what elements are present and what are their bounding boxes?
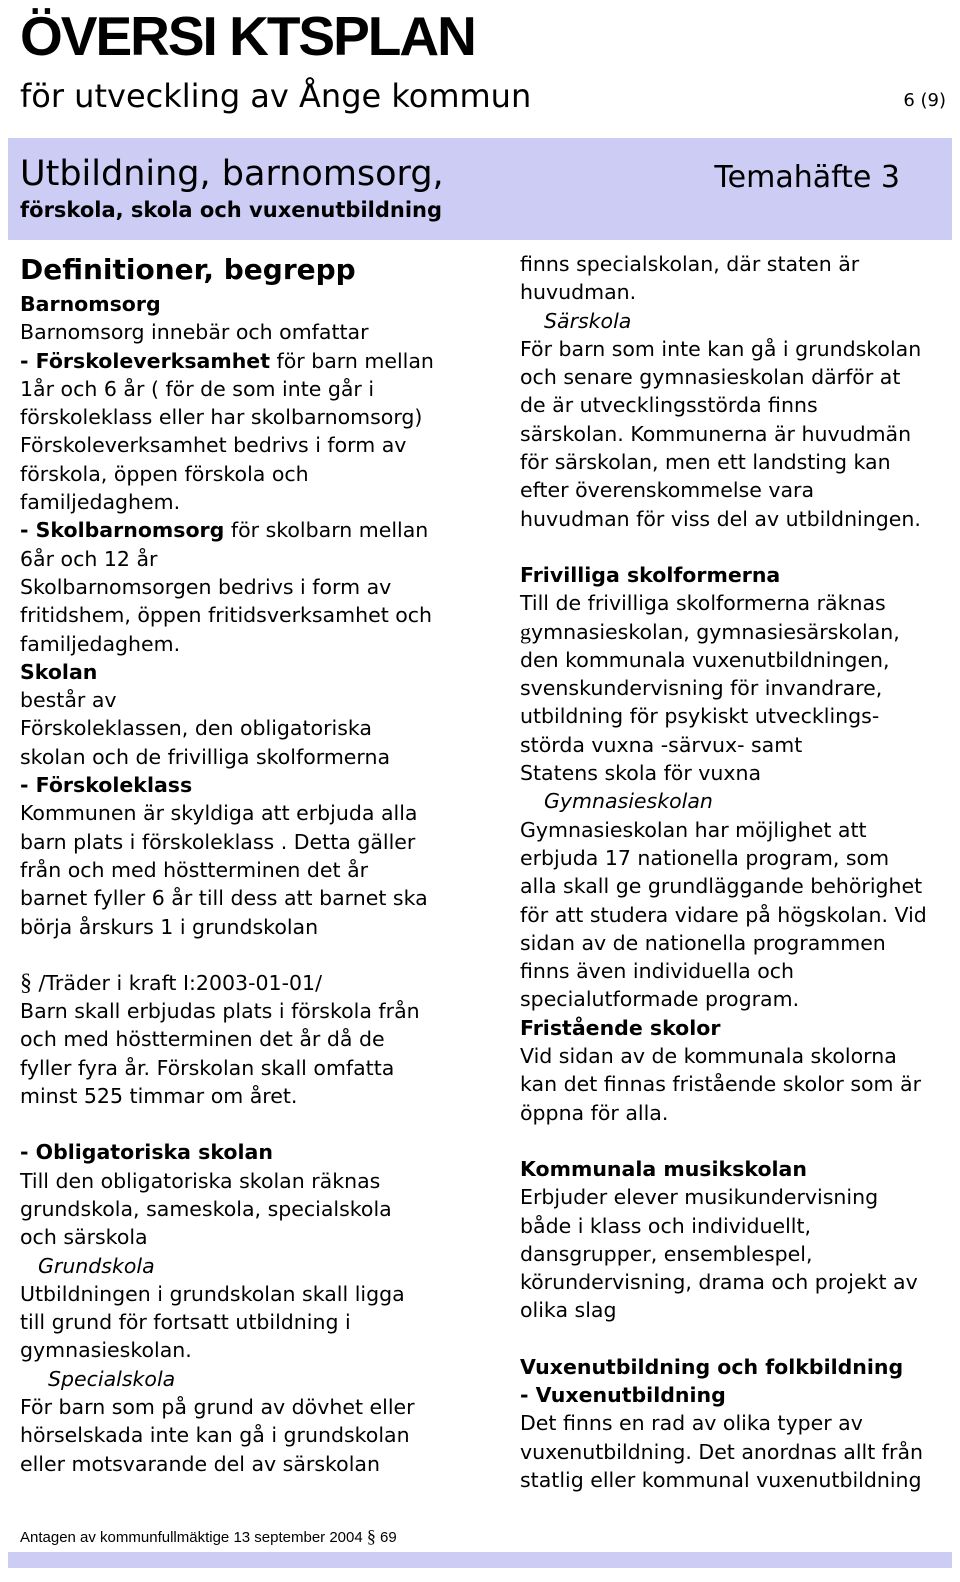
theme-banner — [8, 138, 952, 240]
subheading-skolan: Skolan — [20, 659, 98, 684]
text-line: Kommunen är skyldiga att erbjuda alla — [20, 801, 418, 826]
text-line: vuxenutbildning. Det anordnas allt från — [520, 1439, 923, 1464]
text-line: både i klass och individuellt, — [520, 1213, 812, 1238]
footer-band — [8, 1552, 952, 1568]
text-line: de är utvecklingsstörda finns — [520, 393, 818, 418]
text-line: barn plats i förskoleklass . Detta gäller — [20, 829, 416, 854]
text-line: Till de frivilliga skolformerna räknas — [520, 591, 886, 616]
text-line: Barn skall erbjudas plats i förskola från — [20, 999, 420, 1024]
text-line: förskola, öppen förskola och — [20, 461, 309, 486]
text-line: huvudman för viss del av utbildningen. — [520, 506, 921, 531]
text-line: Statens skola för vuxna — [520, 761, 762, 786]
bold-term: - Skolbarnomsorg — [20, 518, 225, 543]
subheading-barnomsorg: Barnomsorg — [20, 292, 161, 316]
page-number: 6 (9) — [903, 90, 946, 111]
document-title: ÖVERSI KTSPLAN — [20, 5, 475, 67]
subheading-obligatoriska: - Obligatoriska skolan — [20, 1140, 273, 1165]
text-line: från och med höstterminen det år — [20, 857, 369, 882]
subheading-fristaende: Fristående skolor — [520, 1015, 721, 1040]
italic-subheading: Grundskola — [38, 1253, 155, 1278]
text-line: Vid sidan av de kommunala skolorna — [520, 1044, 897, 1069]
text-line: öppna för alla. — [520, 1100, 669, 1125]
text-line: särskolan. Kommunerna är huvudmän — [520, 421, 912, 446]
theme-title: Utbildning, barnomsorg, — [20, 154, 444, 194]
section-sign-icon: § — [366, 1526, 376, 1546]
text-line: gymnasieskolan. — [20, 1338, 192, 1363]
section-sign-icon: § — [20, 969, 32, 996]
text-fragment: g — [520, 618, 531, 644]
text-line: Erbjuder elever musikundervisning — [520, 1185, 879, 1210]
spacer — [20, 1110, 490, 1138]
text-line: kan det finnas fristående skolor som är — [520, 1072, 922, 1097]
section-heading: Definitioner, begrepp — [20, 253, 356, 286]
theme-label: Temahäfte 3 — [714, 160, 900, 195]
text-fragment: ymnasieskolan, gymnasiesärskolan, — [531, 619, 900, 644]
text-line: huvudman. — [520, 280, 637, 305]
text-fragment: för barn mellan — [270, 348, 434, 373]
text-line: grundskola, sameskola, specialskola — [20, 1196, 392, 1221]
text-line: skolan och de frivilliga skolformerna — [20, 744, 391, 769]
text-line: För barn som på grund av dövhet eller — [20, 1394, 415, 1419]
text-line: till grund för fortsatt utbildning i — [20, 1310, 351, 1335]
text-line: och särskola — [20, 1225, 148, 1250]
text-line: för särskolan, men ett landsting kan — [520, 450, 891, 475]
right-column — [520, 250, 960, 1494]
italic-subheading: Specialskola — [48, 1366, 176, 1391]
text-line: körundervisning, drama och projekt av — [520, 1270, 918, 1295]
italic-subheading: Särskola — [544, 308, 632, 333]
text-line: Förskoleklassen, den obligatoriska — [20, 716, 372, 741]
text-line: Till den obligatoriska skolan räknas — [20, 1168, 381, 1193]
text-line: förskoleklass eller har skolbarnomsorg) — [20, 405, 423, 430]
text-line: Gymnasieskolan har möjlighet att — [520, 817, 867, 842]
spacer — [20, 941, 490, 969]
subheading-vuxenutbildning: Vuxenutbildning och folkbildning — [520, 1354, 904, 1379]
text-line: sidan av de nationella programmen — [520, 930, 886, 955]
text-line: består av — [20, 688, 117, 713]
text-fragment: /Träder i kraft I:2003-01-01/ — [32, 970, 322, 995]
text-line: 1år och 6 år ( för de som inte går i — [20, 376, 375, 401]
text-line: Förskoleverksamhet bedrivs i form av — [20, 433, 407, 458]
text-line: hörselskada inte kan gå i grundskolan — [20, 1423, 410, 1448]
italic-subheading: Gymnasieskolan — [544, 789, 713, 814]
text-line: börja årskurs 1 i grundskolan — [20, 914, 319, 939]
text-line: Barnomsorg innebär och omfattar — [20, 320, 369, 345]
text-line: För barn som inte kan gå i grundskolan — [520, 336, 922, 361]
text-line: dansgrupper, ensemblespel, — [520, 1241, 813, 1266]
text-line: finns specialskolan, där staten är — [520, 252, 860, 276]
text-line: efter överenskommelse vara — [520, 478, 815, 503]
spacer — [520, 1325, 960, 1353]
text-line: familjedaghem. — [20, 490, 181, 515]
text-line — [20, 516, 490, 544]
text-line: svenskundervisning för invandrare, — [520, 676, 883, 701]
bold-term: - Förskoleverksamhet — [20, 348, 271, 373]
subheading-forskoleklass: - Förskoleklass — [20, 773, 193, 798]
text-line: fyller fyra år. Förskolan skall omfatta — [20, 1055, 395, 1080]
text-line: barnet fyller 6 år till dess att barnet ska — [20, 886, 428, 911]
spacer — [520, 533, 960, 561]
subheading-frivilliga: Frivilliga skolformerna — [520, 562, 781, 587]
text-line: familjedaghem. — [20, 631, 181, 656]
text-line: specialutformade program. — [520, 987, 800, 1012]
text-line: erbjuda 17 nationella program, som — [520, 845, 890, 870]
left-column — [20, 250, 490, 1478]
subheading-musikskolan: Kommunala musikskolan — [520, 1156, 807, 1181]
text-line: störda vuxna -särvux- samt — [520, 732, 803, 757]
spacer — [520, 1127, 960, 1155]
document-subtitle: för utveckling av Ånge kommun — [20, 77, 532, 115]
text-line — [20, 969, 490, 997]
footer-text: Antagen av kommunfullmäktige 13 september 2004 — [20, 1529, 367, 1546]
text-line: eller motsvarande del av särskolan — [20, 1451, 380, 1476]
text-line: Skolbarnomsorgen bedrivs i form av — [20, 574, 392, 599]
text-line — [520, 618, 960, 646]
footer-note — [20, 1526, 397, 1547]
text-line: fritidshem, öppen fritidsverksamhet och — [20, 603, 433, 628]
text-line: och senare gymnasieskolan därför at — [520, 365, 901, 390]
text-line: minst 525 timmar om året. — [20, 1084, 298, 1109]
text-line — [20, 347, 490, 375]
text-line: den kommunala vuxenutbildningen, — [520, 647, 890, 672]
text-line: utbildning för psykiskt utvecklings- — [520, 704, 880, 729]
text-line: statlig eller kommunal vuxenutbildning — [520, 1467, 922, 1492]
text-line: Utbildningen i grundskolan skall ligga — [20, 1281, 405, 1306]
subheading-vuxenutbildning-sub: - Vuxenutbildning — [520, 1382, 726, 1407]
text-line: finns även individuella och — [520, 959, 795, 984]
text-line: Det finns en rad av olika typer av — [520, 1411, 863, 1436]
text-line: alla skall ge grundläggande behörighet — [520, 874, 923, 899]
footer-number: 69 — [375, 1529, 397, 1546]
text-fragment: för skolbarn mellan — [224, 518, 429, 543]
text-line: olika slag — [520, 1298, 617, 1323]
text-line: 6år och 12 år — [20, 546, 158, 571]
theme-subtitle: förskola, skola och vuxenutbildning — [20, 198, 443, 222]
text-line: och med höstterminen det år då de — [20, 1027, 385, 1052]
text-line: för att studera vidare på högskolan. Vid — [520, 902, 927, 927]
